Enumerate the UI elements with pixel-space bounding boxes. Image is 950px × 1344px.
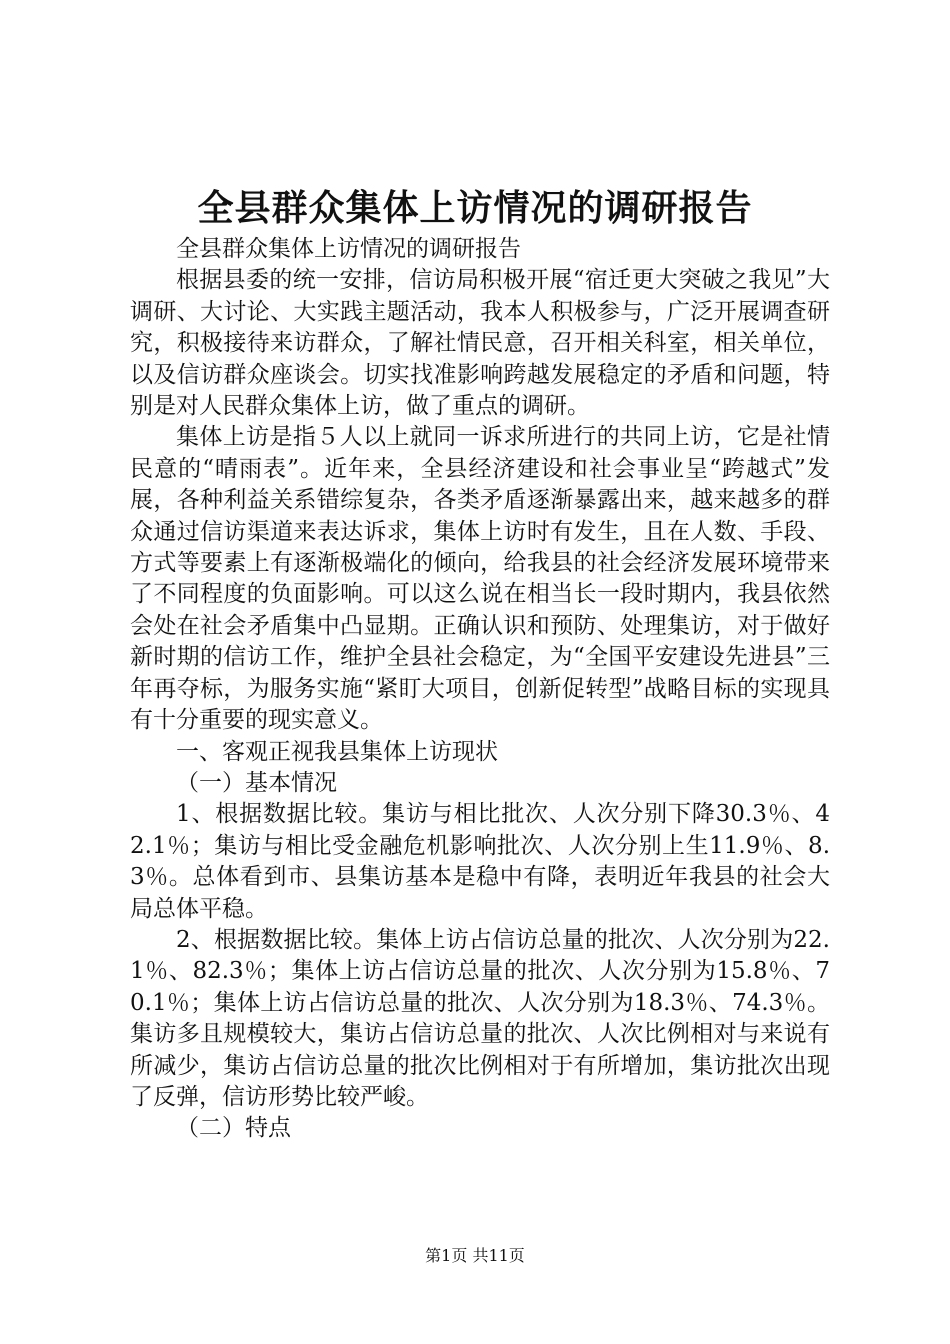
paragraph-definition: 集体上访是指５人以上就同一诉求所进行的共同上访，它是社情民意的“晴雨表”。近年来，全县经济建设和社会事业呈“跨越式”发展，各种利益关系错综复杂，各类矛盾逐渐暴露出来，越来越多的群众通过信访渠道来表达诉求，集体上访时有发生，且在人数、手段、方式等要素上有逐渐极端化的倾向，给我县的社会经济发展环境带来了不同程度的负面影响。可以这么说在相当长一段时期内，我县依然会处在社会矛盾集中凸显期。正确认识和预防、处理集访，对于做好新时期的信访工作，维护全县社会稳定，为“全国平安建设先进县”三年再夺标，为服务实施“紧盯大项目，创新促转型”战略目标的实现具有十分重要的现实意义。	[130, 424, 830, 734]
subsection-heading-features: （二）特点	[176, 1115, 291, 1142]
page-footer: 第1页 共11页	[425, 1246, 525, 1265]
section-heading-1: 一、客观正视我县集体上访现状	[176, 738, 498, 765]
paragraph-data-1: 1、根据数据比较。集访与相比批次、人次分别下降30.3％、42.1％；集访与相比受金融危机影响批次、人次分别上生11.9％、8.3％。总体看到市、县集访基本是稳中有降，表明近年我县的社会大局总体平稳。	[130, 801, 830, 922]
document-title: 全县群众集体上访情况的调研报告	[197, 187, 753, 229]
subsection-heading-basic: （一）基本情况	[176, 769, 337, 796]
paragraph-intro: 根据县委的统一安排，信访局积极开展“宿迁更大突破之我见”大调研、大讨论、大实践主题活动，我本人积极参与，广泛开展调查研究，积极接待来访群众，了解社情民意，召开相关科室，相关单位，以及信访群众座谈会。切实找准影响跨越发展稳定的矛盾和问题，特别是对人民群众集体上访，做了重点的调研。	[130, 267, 830, 420]
paragraph-data-2: 2、根据数据比较。集体上访占信访总量的批次、人次分别为22.1％、82.3％；集体上访占信访总量的批次、人次分别为15.8％、70.1％；集体上访占信访总量的批次、人次分别为18.3％、74.3％。集访多且规模较大，集访占信访总量的批次、人次比例相对与来说有所减少，集访占信访总量的批次比例相对于有所增加，集访批次出现了反弹，信访形势比较严峻。	[130, 926, 830, 1110]
paragraph-subtitle: 全县群众集体上访情况的调研报告	[176, 236, 521, 262]
document-body	[130, 234, 830, 1145]
